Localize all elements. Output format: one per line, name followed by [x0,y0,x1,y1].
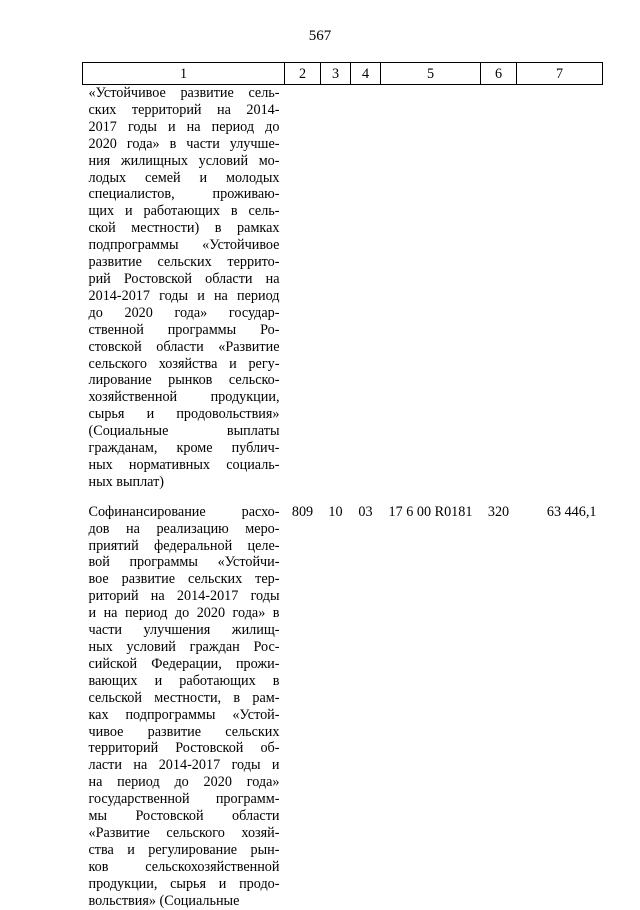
text-line: 2020 года» в части улучше- [88,135,280,152]
text-line: ства и регулирование рын- [88,841,280,858]
text-line: и на период до 2020 года» в [88,605,280,622]
text-line: ласти на 2014-2017 годы и [88,757,280,774]
text-line: мы Ростовской области [88,808,280,825]
header-row [83,63,603,85]
text-line: ских территорий на 2014- [88,101,280,118]
text-line: ных нормативных социаль- [88,456,280,473]
text-line: вое развитие сельских тер- [88,571,280,588]
text-line: 2017 годы и на период до [88,118,280,135]
cell-target-article: 17 6 00 R0181 [388,503,473,520]
text-line: специалистов, проживаю- [88,186,280,203]
text-line: сельской местности, в рам- [88,689,280,706]
text-line: продукции, сырья и продо- [88,875,280,892]
row-description [83,85,285,491]
text-line: лирование рынков сельско- [88,372,280,389]
text-line: территорий Ростовской об- [88,740,280,757]
table-row [83,491,603,910]
text-line: вой программы «Устойчи- [88,554,280,571]
cell-expense-type: 320 [487,503,510,520]
text-line: приятий федеральной целе- [88,537,280,554]
header-col-7: 7 [517,63,603,85]
text-line: до 2020 года» государ- [88,304,280,321]
cell-subsection: 03 [358,503,373,520]
header-col-4: 4 [351,63,381,85]
cell-admin-code: 809 [291,503,314,520]
cell-admin-code [285,85,321,491]
text-line: «Развитие сельского хозяй- [88,824,280,841]
header-col-3: 3 [321,63,351,85]
text-line: Софинансирование расхо- [88,503,280,520]
text-line: ственной программы Ро- [88,321,280,338]
text-line: вольствия» (Социальные [88,892,240,909]
text-line: чивое развитие сельских [88,723,280,740]
header-col-5: 5 [381,63,481,85]
text-line: ков сельскохозяйственной [88,858,280,875]
row-description [83,491,285,910]
cell-subsection [351,85,381,491]
text-line: дов на реализацию меро- [88,520,280,537]
text-line: подпрограммы «Устойчивое [88,237,280,254]
text-line: сырья и продовольствия» [88,406,280,423]
text-line: стовской области «Развитие [88,338,280,355]
text-line: ской местности) в рамках [88,220,280,237]
text-line: на период до 2020 года» [88,774,280,791]
text-line: гражданам, кроме публич- [88,440,280,457]
header-col-2: 2 [285,63,321,85]
cell-section: 10 [328,503,343,520]
text-line: сельского хозяйства и регу- [88,355,280,372]
text-line: вающих и работающих в [88,672,280,689]
header-col-1: 1 [83,63,285,85]
text-line: лодых семей и молодых [88,169,280,186]
text-line: ных условий граждан Рос- [88,639,280,655]
text-line: рий Ростовской области на [88,270,280,287]
header-col-6: 6 [481,63,517,85]
text-line: ных выплат) [88,473,165,490]
cell-amount: 63 446,1 [546,503,597,520]
table-row [83,85,603,491]
cell-expense-type [481,85,517,491]
budget-table [82,62,603,910]
text-line: риторий на 2014-2017 годы [88,588,280,605]
text-line: сийской Федерации, прожи- [88,655,280,672]
text-line: 2014-2017 годы и на период [88,287,280,304]
text-line: развитие сельских террито- [88,254,280,271]
text-line: щих и работающих в сель- [88,203,280,220]
cell-amount [517,85,603,491]
text-line: части улучшения жилищ- [88,622,280,639]
cell-section [321,85,351,491]
text-line: ках подпрограммы «Устой- [88,706,280,723]
text-line: хозяйственной продукции, [88,389,280,406]
text-line: государственной программ- [88,791,280,808]
text-line: (Социальные выплаты [88,423,280,440]
cell-target-article [381,85,481,491]
text-line: «Устойчивое развитие сель- [88,85,280,101]
page-number: 567 [308,28,332,44]
text-line: ния жилищных условий мо- [88,152,280,169]
